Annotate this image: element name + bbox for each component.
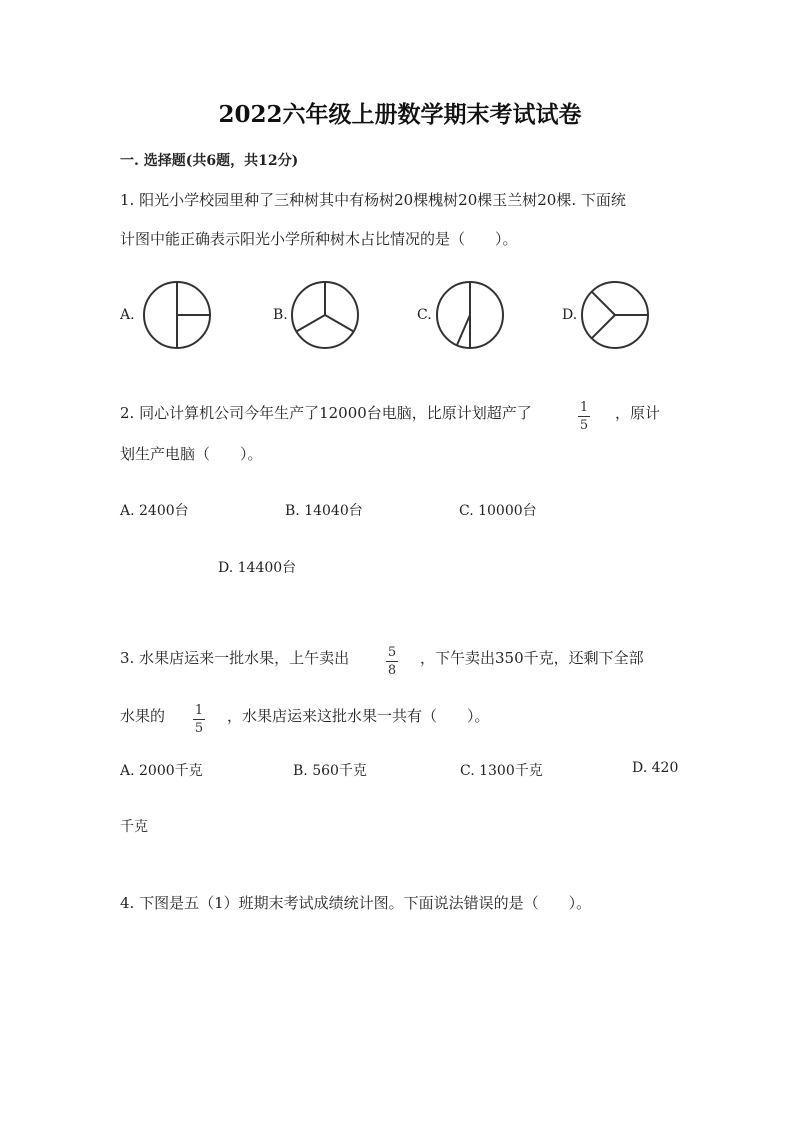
q2-option-c: C. 10000台 [459, 503, 537, 519]
q1-option-c-label: C. [417, 307, 432, 323]
q2-line1-end: ，原计 [615, 404, 661, 422]
q3-fraction-1-numerator: 5 [387, 645, 397, 660]
q3-option-c: C. 1300千克 [460, 763, 543, 779]
q3-fraction-2 [193, 699, 205, 736]
q3-option-d: D. 420 [632, 760, 679, 776]
q2-line1-start: 2. 同心计算机公司今年生产了12000台电脑，比原计划超产了 [120, 404, 532, 422]
q3-line2-start: 水果的 [120, 707, 166, 725]
q1-line1: 1. 阳光小学校园里种了三种树其中有杨树20棵槐树20棵玉兰树20棵. 下面统 [120, 191, 626, 209]
q1-line2: 计图中能正确表示阳光小学所种树木占比情况的是（ ）。 [120, 230, 518, 248]
q3-fraction-2-numerator: 1 [194, 703, 204, 718]
fraction-bar [386, 661, 398, 662]
q3-line1-start: 3. 水果店运来一批水果，上午卖出 [120, 649, 350, 667]
q3-option-d-wrap: 千克 [120, 819, 148, 835]
q3-fraction-1 [386, 641, 398, 678]
q2-line2: 划生产电脑（ ）。 [120, 445, 263, 463]
pie-option-d [580, 280, 650, 350]
q2-fraction-denominator: 5 [579, 418, 589, 433]
pie-option-c [435, 280, 505, 350]
q4-line1: 4. 下图是五（1）班期末考试成绩统计图。下面说法错误的是（ ）。 [120, 894, 592, 912]
q3-fraction-2-denominator: 5 [194, 721, 204, 736]
pie-option-b [290, 280, 360, 350]
q2-fraction [578, 396, 590, 433]
q1-option-b-label: B. [273, 307, 288, 323]
q3-fraction-1-denominator: 8 [387, 663, 397, 678]
q2-option-b: B. 14040台 [285, 503, 363, 519]
q2-option-a: A. 2400台 [120, 503, 189, 519]
pie-option-a [142, 280, 212, 350]
q1-option-a-label: A. [120, 307, 135, 323]
page-title: 2022六年级上册数学期末考试试卷 [218, 101, 582, 128]
section-heading: 一. 选择题(共6题，共12分) [120, 153, 299, 169]
fraction-bar [578, 416, 590, 417]
q2-fraction-numerator: 1 [579, 400, 589, 415]
q3-line1-end: ，下午卖出350千克，还剩下全部 [420, 649, 644, 667]
fraction-bar [193, 719, 205, 720]
q1-option-d-label: D. [562, 307, 578, 323]
q3-option-a: A. 2000千克 [120, 763, 203, 779]
q3-option-b: B. 560千克 [293, 763, 367, 779]
q2-option-d: D. 14400台 [218, 560, 297, 576]
q3-line2-end: ，水果店运来这批水果一共有（ ）。 [227, 707, 490, 725]
